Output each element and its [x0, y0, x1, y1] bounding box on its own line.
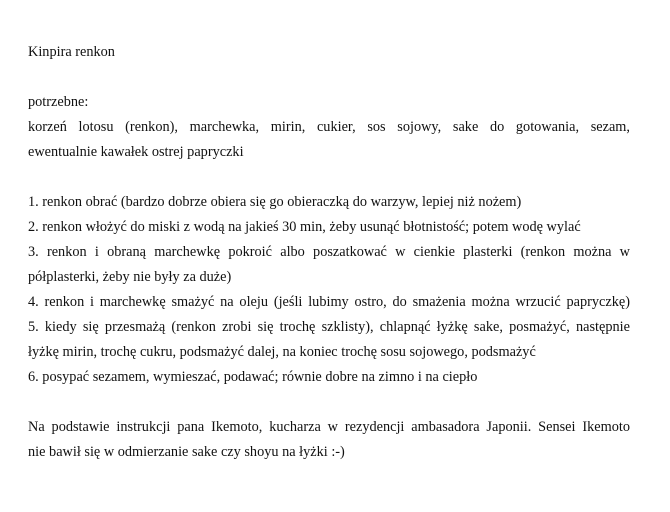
step-5-continued: łyżkę mirin, trochę cukru, podsmażyć dalej, na koniec trochę sosu sojowego, podsmażyć: [28, 344, 536, 360]
spacer: [28, 65, 630, 90]
step-6: 6. posypać sezamem, wymieszać, podawać; równie dobre na zimno i na ciepło: [28, 369, 478, 385]
ingredients-line: ewentualnie kawałek ostrej papryczki: [28, 144, 244, 160]
recipe-title: Kinpira renkon: [28, 44, 115, 60]
spacer: [28, 165, 630, 190]
ingredients-heading: potrzebne:: [28, 94, 89, 110]
step-1: 1. renkon obrać (bardzo dobrze obiera się go obieraczką do warzyw, lepiej niż nożem): [28, 194, 522, 210]
step-3-continued: półplasterki, żeby nie były za duże): [28, 269, 232, 285]
note-line: Na podstawie instrukcji pana Ikemoto, kucharza w rezydencji ambasadora Japonii. Sensei Ikemoto: [28, 419, 630, 435]
note-line: nie bawił się w odmierzanie sake czy shoyu na łyżki :-): [28, 444, 345, 460]
ingredients-line: korzeń lotosu (renkon), marchewka, mirin, cukier, sos sojowy, sake do gotowania, sezam,: [28, 119, 630, 135]
spacer: [28, 390, 630, 415]
step-2: 2. renkon włożyć do miski z wodą na jakieś 30 min, żeby usunąć błotnistość; potem wodę wylać: [28, 219, 581, 235]
step-5: 5. kiedy się przesmażą (renkon zrobi się trochę szklisty), chlapnąć łyżkę sake, posmażyć, następnie: [28, 319, 630, 335]
step-4: 4. renkon i marchewkę smażyć na oleju (jeśli lubimy ostro, do smażenia można wrzucić papryczkę): [28, 294, 630, 310]
step-3: 3. renkon i obraną marchewkę pokroić albo poszatkować w cienkie plasterki (renkon można w: [28, 244, 630, 260]
recipe-document: [28, 40, 630, 465]
